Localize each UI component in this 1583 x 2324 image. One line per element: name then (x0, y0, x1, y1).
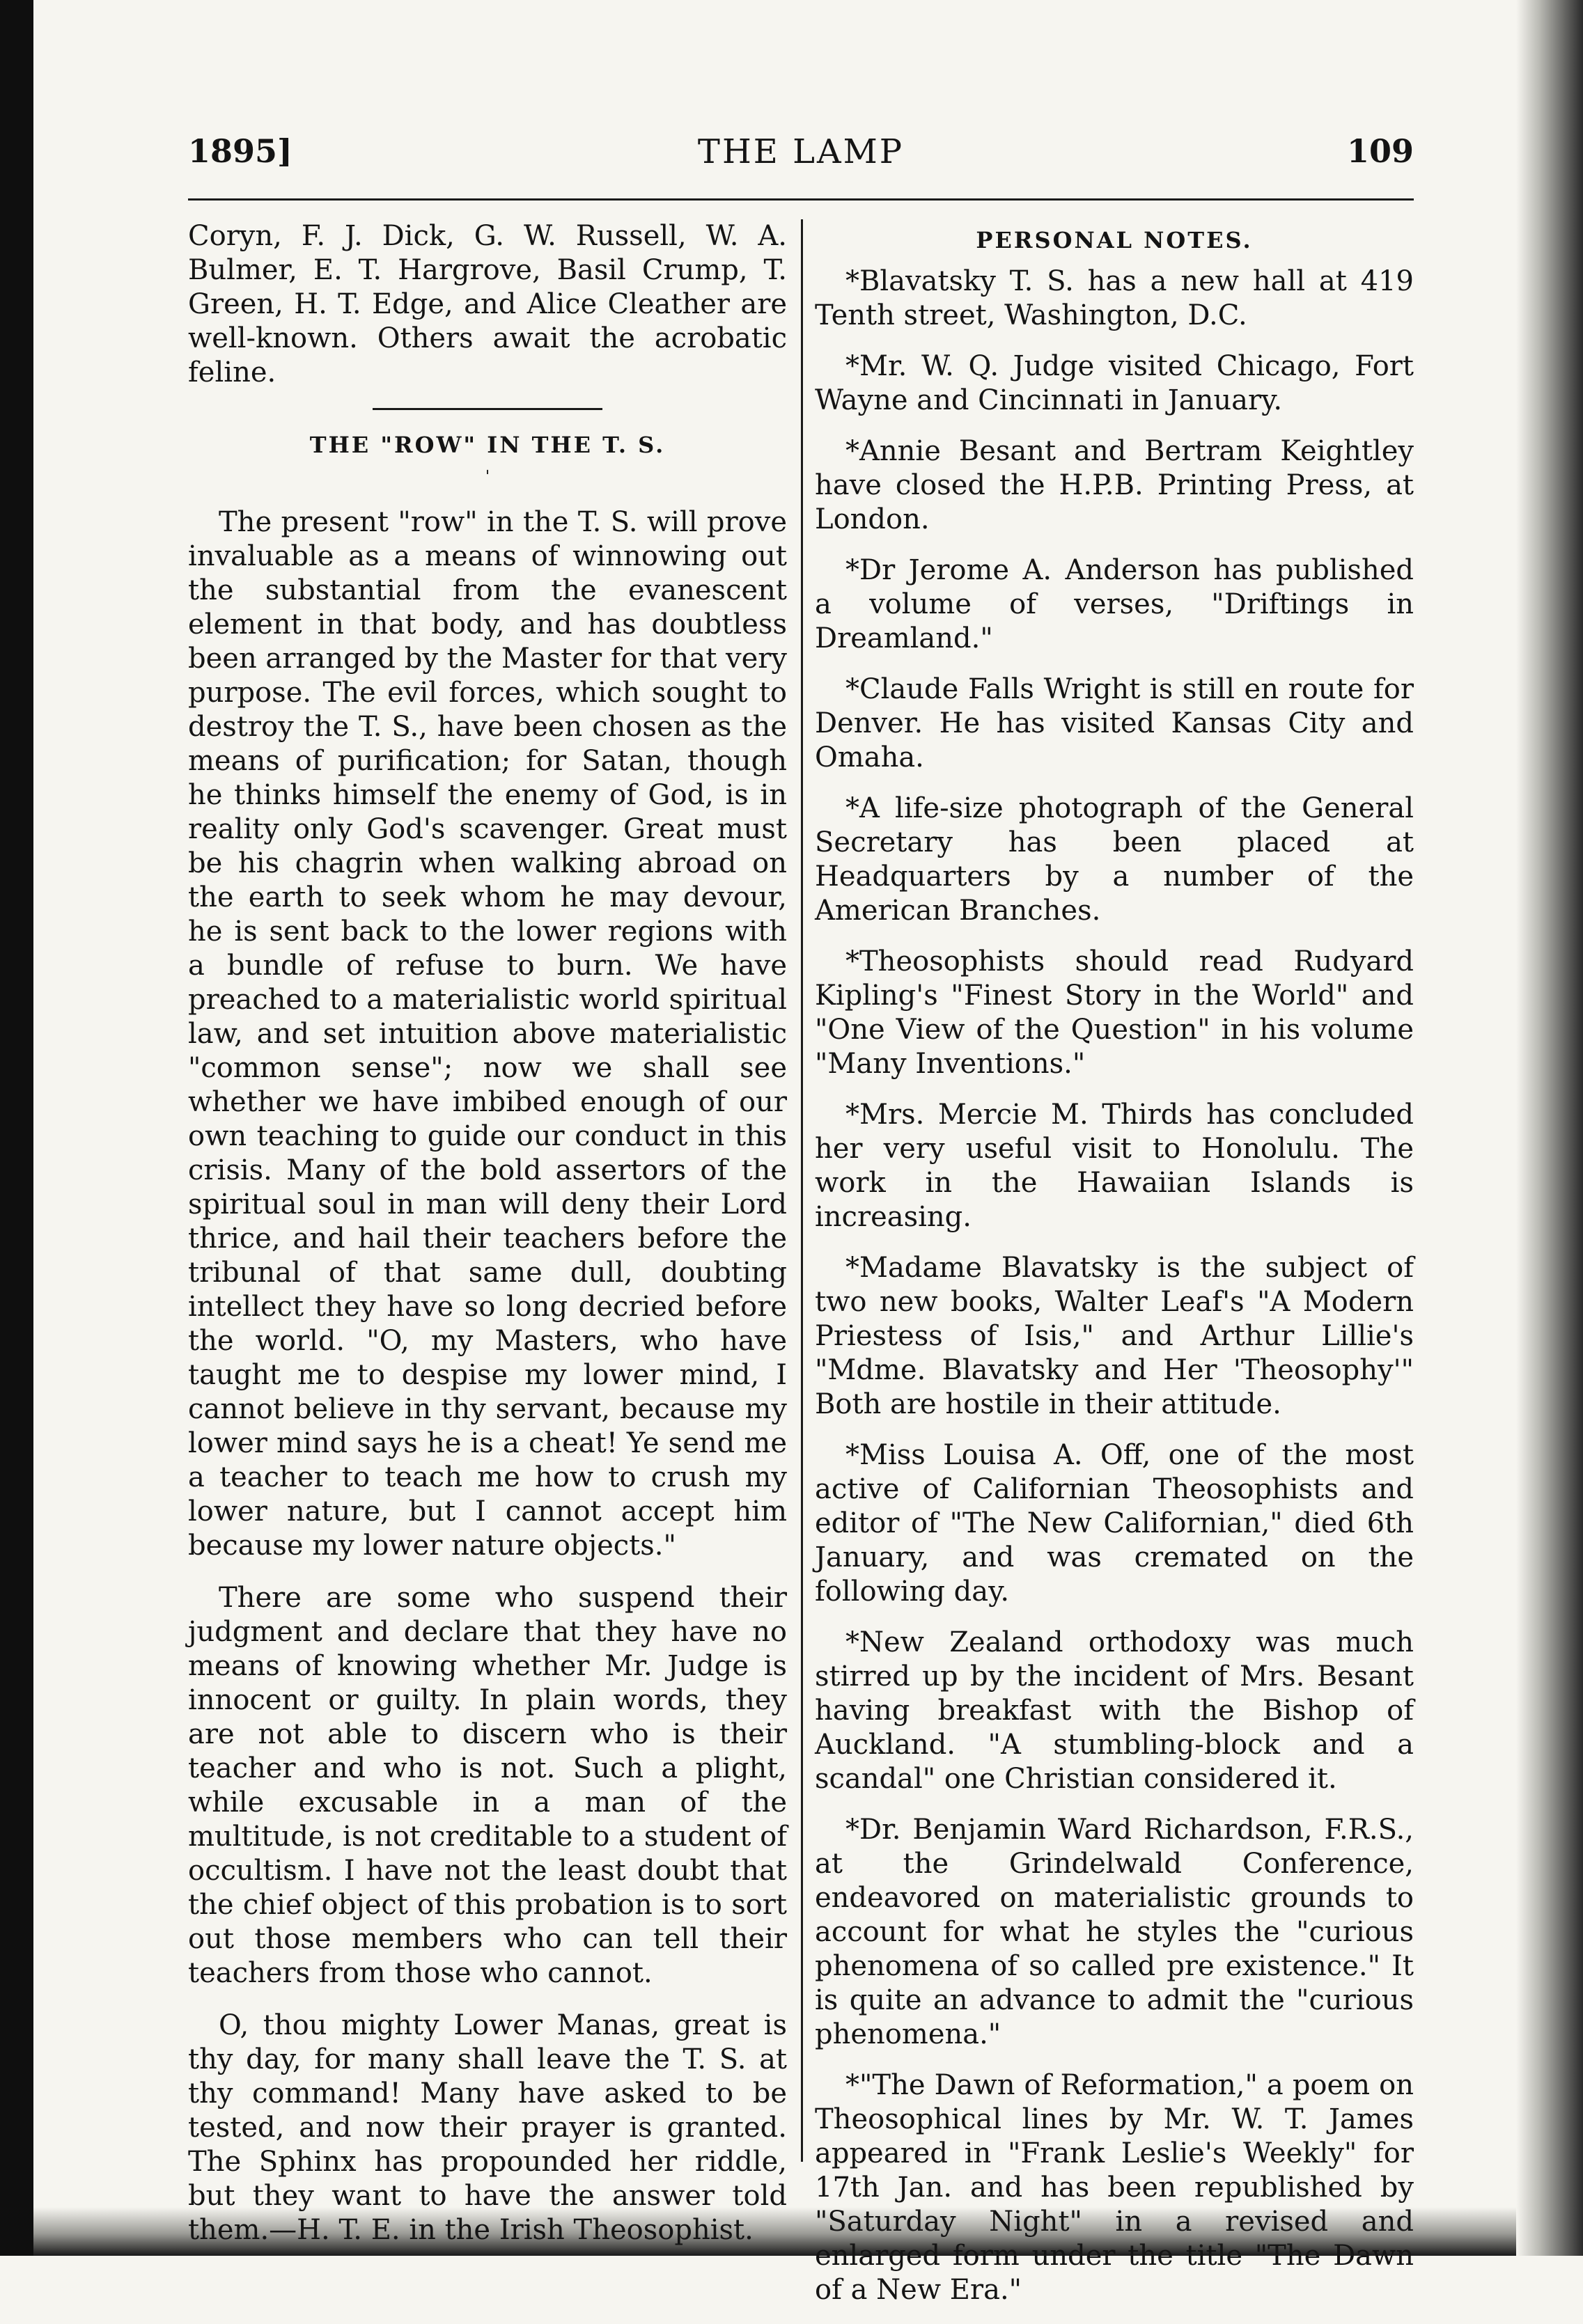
section-rule (373, 408, 602, 410)
article-paragraph: O, thou mighty Lower Manas, great is thy day, for many shall leave the T. S. at thy command! Many have asked to be tested, and now their prayer is granted. The Sphinx has propounded her riddle, but they want to have the answer told them.—H. T. E. in the Irish Theosophist. (188, 2009, 787, 2246)
scan-right-edge (1516, 0, 1583, 2256)
personal-note: *Annie Besant and Bertram Keightley have closed the H.P.B. Printing Press, at London. (815, 435, 1414, 535)
personal-note: *Theosophists should read Rudyard Kipling's "Finest Story in the World" and "One View of the Question" in his volume "Many Inventions." (815, 945, 1414, 1080)
personal-note: *Dr Jerome A. Anderson has published a volume of verses, "Driftings in Dreamland." (815, 554, 1414, 654)
personal-note: *Claude Falls Wright is still en route for Denver. He has visited Kansas City and Omaha. (815, 673, 1414, 774)
personal-note: *Madame Blavatsky is the subject of two new books, Walter Leaf's "A Modern Priestess of Isis," and Arthur Lillie's "Mdme. Blavatsky and Her 'Theosophy'" Both are hostile in their attitude. (815, 1252, 1414, 1420)
personal-note: *A life-size photograph of the General Secretary has been placed at Headquarters by a number of the American Branches. (815, 792, 1414, 927)
section-title-personal-notes: PERSONAL NOTES. (976, 227, 1253, 253)
personal-note: *Mr. W. Q. Judge visited Chicago, Fort Wayne and Cincinnati in January. (815, 350, 1414, 416)
column-divider (801, 219, 803, 2162)
page-header (188, 132, 1414, 181)
right-column (815, 219, 1414, 2324)
article-paragraph: The present "row" in the T. S. will prove invaluable as a means of winnowing out the substantial from the evanescent element in that body, and has doubtless been arranged by the Master for that very purpose. The evil forces, which sought to destroy the T. S., have been chosen as the means of purification; for Satan, though he thinks himself the enemy of God, is in reality only God's scavenger. Great must be his chagrin when walking abroad on the earth to seek whom he may devour, he is sent back to the lower regions with a bundle of refuse to burn. We have preached to a materialistic world spiritual law, and set intuition above materialistic "common sense"; now we shall see whether we have imbibed enough of our own teaching to guide our conduct in this crisis. Many of the bold assertors of the spiritual soul in man will deny their Lord thrice, and hail their teachers before the tribunal of that same dull, doubting intellect they have so long decried before the world. "O, my Masters, who have taught me to despise my lower mind, I cannot believe in thy servant, because my lower mind says he is a cheat! Ye send me a teacher to teach me how to crush my lower nature, but I cannot accept him because my lower nature objects." (188, 506, 787, 1562)
left-column (188, 219, 787, 2266)
header-year: 1895] (188, 132, 293, 170)
personal-note: *Mrs. Mercie M. Thirds has concluded her very useful visit to Honolulu. The work in the Hawaiian Islands is increasing. (815, 1099, 1414, 1233)
scan-left-edge (0, 0, 33, 2256)
continuation-paragraph: Coryn, F. J. Dick, G. W. Russell, W. A. Bulmer, E. T. Hargrove, Basil Crump, T. Green, H. T. Edge, and Alice Cleather are well-known. Others await the acrobatic feline. (188, 220, 787, 388)
personal-note: *"The Dawn of Reformation," a poem on Theosophical lines by Mr. W. T. James appeared in "Frank Leslie's Weekly" for 17th Jan. and has been republished by "Saturday Night" in a revised and enlarged form under the title "The Dawn of a New Era." (815, 2069, 1414, 2306)
header-title: THE LAMP (697, 132, 905, 171)
section-ornament: ˈ (485, 468, 490, 489)
header-rule (188, 198, 1414, 201)
section-title-row: THE "ROW" IN THE T. S. (309, 432, 666, 458)
article-paragraph: There are some who suspend their judgment and declare that they have no means of knowing whether Mr. Judge is innocent or guilty. In plain words, they are not able to discern who is their teacher and who is not. Such a plight, while excusable in a man of the multitude, is not creditable to a student of occultism. I have not the least doubt that the chief object of this probation is to sort out those members who can tell their teachers from those who cannot. (188, 1582, 787, 1989)
personal-note: *Dr. Benjamin Ward Richardson, F.R.S., at the Grindelwald Conference, endeavored on materialistic grounds to account for what he styles the "curious phenomena of so called pre existence." It is quite an advance to admit the "curious phenomena." (815, 1814, 1414, 2050)
personal-note: *Miss Louisa A. Off, one of the most active of Californian Theosophists and editor of "The New Californian," died 6th January, and was cremated on the following day. (815, 1439, 1414, 1608)
page-number: 109 (1346, 132, 1414, 170)
personal-note: *New Zealand orthodoxy was much stirred up by the incident of Mrs. Besant having breakfast with the Bishop of Auckland. "A stumbling-block and a scandal" one Christian considered it. (815, 1626, 1414, 1795)
personal-note: *Blavatsky T. S. has a new hall at 419 Tenth street, Washington, D.C. (815, 265, 1414, 331)
